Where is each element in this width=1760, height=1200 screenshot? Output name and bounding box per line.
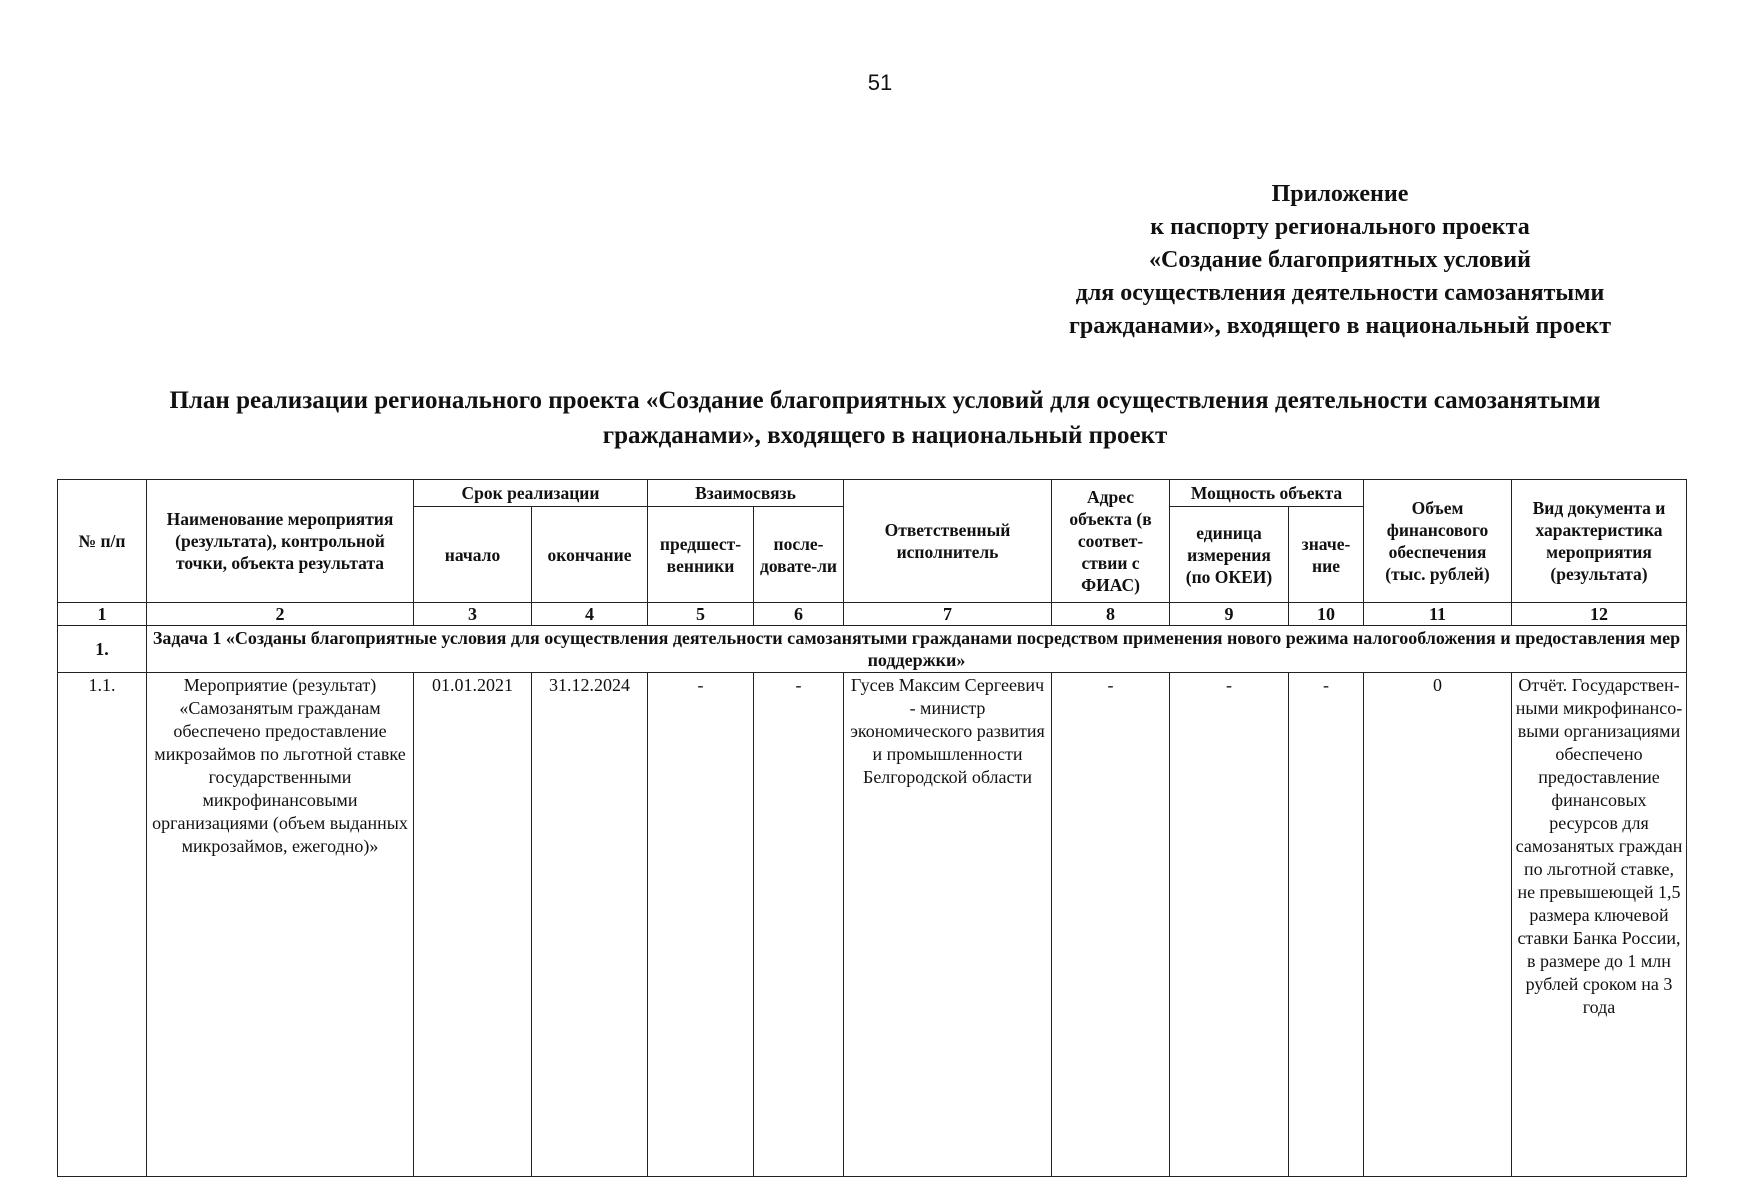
appendix-line: к паспорту регионального проекта: [1150, 214, 1530, 240]
row-end-date: 31.12.2024: [532, 673, 648, 1177]
header-name: Наименование мероприятия (результата), контрольной точки, объекта результата: [147, 480, 414, 603]
column-number: 6: [754, 603, 844, 626]
column-number: 9: [1170, 603, 1289, 626]
column-number: 8: [1052, 603, 1170, 626]
row-successors: -: [754, 673, 844, 1177]
row-address: -: [1052, 673, 1170, 1177]
row-responsible: Гусев Максим Сергеевич - министр экономического развития и промышленности Белгородской области: [844, 673, 1052, 1177]
row-predecessors: -: [648, 673, 754, 1177]
header-predecessors: предшест-венники: [648, 507, 754, 603]
column-number: 1: [58, 603, 147, 626]
header-end: окончание: [532, 507, 648, 603]
column-number: 10: [1289, 603, 1364, 626]
row-unit: -: [1170, 673, 1289, 1177]
column-number: 5: [648, 603, 754, 626]
appendix-line: Приложение: [1271, 181, 1409, 207]
header-start: начало: [414, 507, 532, 603]
row-document: Отчёт. Государствен-ными микрофинансо-выми организациями обеспечено предоставление финансовых ресурсов для самозанятых граждан по льготной ставке, не превышеющей 1,5 размера ключевой ставки Банка России, в размере до 1 млн рублей сроком на 3 года: [1512, 673, 1687, 1177]
row-number: 1.1.: [58, 673, 147, 1177]
appendix-header: [1000, 178, 1680, 343]
plan-title-line: гражданами», входящего в национальный проект: [602, 422, 1168, 449]
column-number: 7: [844, 603, 1052, 626]
appendix-line: «Создание благоприятных условий: [1149, 247, 1531, 273]
column-number: 3: [414, 603, 532, 626]
appendix-line: для осуществления деятельности самозанятыми: [1075, 280, 1605, 306]
column-number: 12: [1512, 603, 1687, 626]
header-link: Взаимосвязь: [648, 480, 844, 507]
column-number: 4: [532, 603, 648, 626]
header-address: Адрес объекта (в соответ-ствии с ФИАС): [1052, 480, 1170, 603]
column-number: 11: [1364, 603, 1512, 626]
plan-table: [57, 479, 1687, 1177]
row-finance: 0: [1364, 673, 1512, 1177]
column-number: 2: [147, 603, 414, 626]
page-number: 51: [867, 70, 893, 95]
plan-title-line: План реализации регионального проекта «Создание благоприятных условий для осуществления деятельности самозанятыми: [169, 387, 1601, 414]
header-doc: Вид документа и характеристика мероприятия (результата): [1512, 480, 1687, 603]
header-responsible: Ответственный исполнитель: [844, 480, 1052, 603]
header-capacity: Мощность объекта: [1170, 480, 1364, 507]
row-start-date: 01.01.2021: [414, 673, 532, 1177]
row-value: -: [1289, 673, 1364, 1177]
header-successors: после-довате-ли: [754, 507, 844, 603]
appendix-line: гражданами», входящего в национальный проект: [1069, 313, 1611, 339]
task-text: Задача 1 «Созданы благоприятные условия для осуществления деятельности самозанятыми гражданами посредством применения нового режима налогообложения и предоставления мер поддержки»: [147, 626, 1687, 673]
task-number: 1.: [58, 626, 147, 673]
header-finance: Объем финансового обеспечения (тыс. рублей): [1364, 480, 1512, 603]
header-term: Срок реализации: [414, 480, 648, 507]
header-value: значе-ние: [1289, 507, 1364, 603]
header-num: № п/п: [58, 480, 147, 603]
row-name: Мероприятие (результат) «Самозанятым гражданам обеспечено предоставление микрозаймов по льготной ставке государственными микрофинансовыми организациями (объем выданных микрозаймов, ежегодно)»: [147, 673, 414, 1177]
header-unit: единица измерения (по ОКЕИ): [1170, 507, 1289, 603]
plan-title: [60, 383, 1710, 453]
